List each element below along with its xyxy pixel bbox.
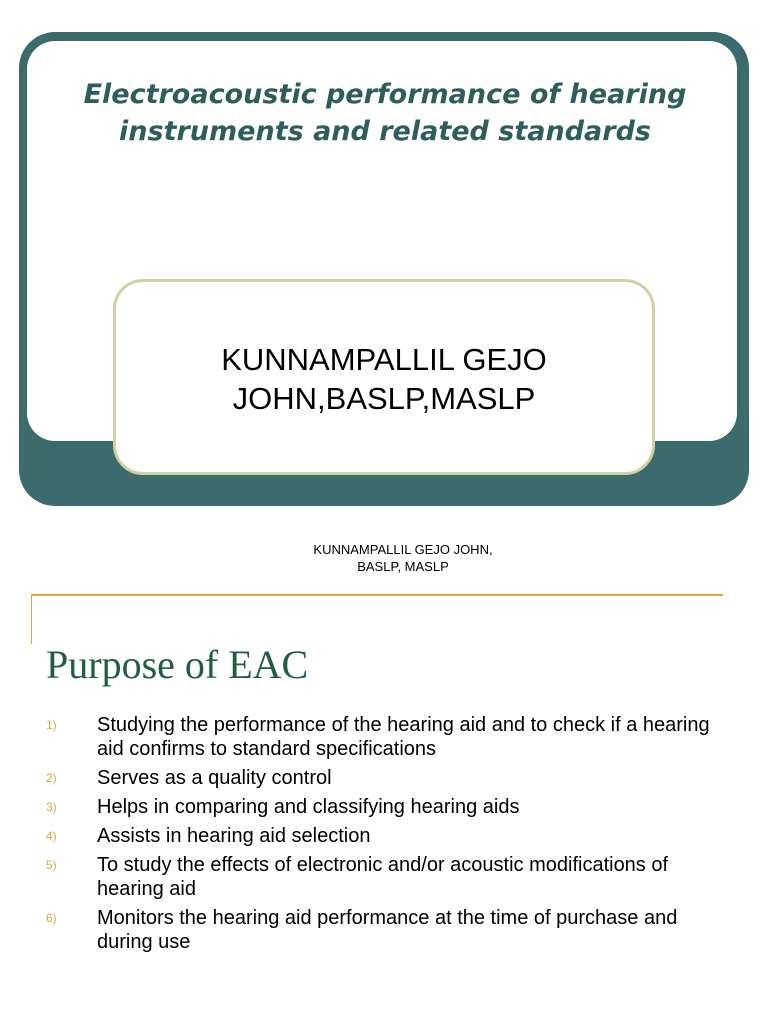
list-item-number: 3) bbox=[46, 800, 57, 814]
list-item-number: 1) bbox=[46, 718, 57, 732]
list-item-number: 6) bbox=[46, 911, 57, 925]
list-item bbox=[46, 906, 736, 954]
author-box bbox=[113, 279, 655, 475]
slide-title: Electroacoustic performance of hearing instruments and related standards bbox=[83, 79, 687, 147]
list-item bbox=[46, 713, 736, 761]
list-item bbox=[46, 824, 736, 848]
header-rule-vertical bbox=[31, 594, 32, 644]
list-item-text: Studying the performance of the hearing aid and to check if a hearing aid confirms to standard specifications bbox=[97, 714, 710, 760]
list-item-text: Assists in hearing aid selection bbox=[97, 825, 371, 847]
caption-line-1: KUNNAMPALLIL GEJO JOHN, bbox=[313, 542, 493, 557]
list-item-number: 2) bbox=[46, 771, 57, 785]
list-item-text: To study the effects of electronic and/or acoustic modifications of hearing aid bbox=[97, 854, 669, 900]
section-title: Purpose of EAC bbox=[46, 642, 309, 687]
list-item bbox=[46, 853, 736, 901]
author-line-1: KUNNAMPALLIL GEJO bbox=[221, 342, 547, 377]
list-item bbox=[46, 766, 736, 790]
list-item-text: Monitors the hearing aid performance at the time of purchase and during use bbox=[97, 907, 678, 953]
list-item bbox=[46, 795, 736, 819]
list-item-text: Serves as a quality control bbox=[97, 767, 332, 789]
list-item-number: 5) bbox=[46, 858, 57, 872]
slide-caption bbox=[0, 541, 768, 575]
author-text bbox=[221, 336, 547, 418]
header-rule bbox=[31, 594, 723, 596]
author-line-2: JOHN,BASLP,MASLP bbox=[232, 381, 536, 416]
list-item-text: Helps in comparing and classifying hearing aids bbox=[97, 796, 520, 818]
list-item-number: 4) bbox=[46, 829, 57, 843]
purpose-list bbox=[46, 713, 736, 959]
caption-line-2: BASLP, MASLP bbox=[357, 559, 449, 574]
